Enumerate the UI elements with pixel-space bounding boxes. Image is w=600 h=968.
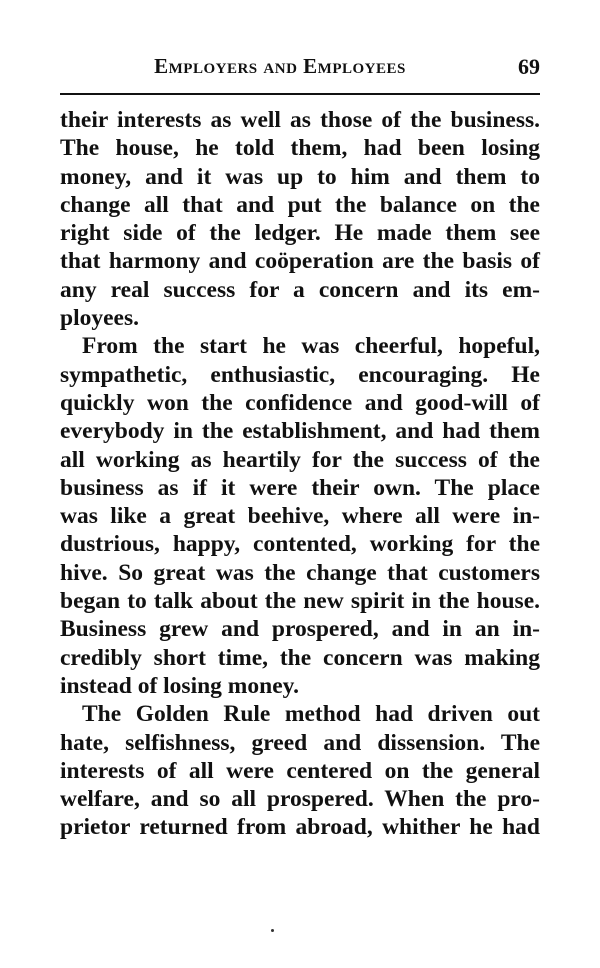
text-line: credibly short time, the concern was making (60, 644, 540, 671)
text-line: The Golden Rule method had driven out (82, 701, 540, 728)
text-line: that harmony and coöperation are the basis of (60, 248, 540, 275)
text-line: all working as heartily for the success of the (60, 446, 540, 473)
text-line: prietor returned from abroad, whither he had (60, 814, 540, 841)
text-line: welfare, and so all prospered. When the pro- (60, 786, 540, 813)
text-line: The house, he told them, had been losing (60, 135, 540, 162)
text-line: interests of all were centered on the general (60, 757, 540, 784)
text-line: instead of losing money. (60, 672, 299, 699)
text-line: hive. So great was the change that customers (60, 559, 540, 586)
scan-speck (271, 929, 274, 932)
page-header (60, 54, 540, 84)
text-line: everybody in the establishment, and had them (60, 418, 540, 445)
text-line: began to talk about the new spirit in the house. (60, 588, 540, 615)
body-text (60, 106, 540, 842)
text-line: From the start he was cheerful, hopeful, (82, 333, 540, 360)
running-title: Employers and Employees (154, 54, 406, 78)
text-line: ployees. (60, 305, 139, 332)
text-line: right side of the ledger. He made them see (60, 220, 540, 247)
text-line: business as if it were their own. The place (60, 474, 540, 501)
header-rule (60, 93, 540, 95)
text-line: change all that and put the balance on the (60, 191, 540, 218)
text-line: sympathetic, enthusiastic, encouraging. He (60, 361, 540, 388)
page-number: 69 (518, 54, 540, 79)
text-line: any real success for a concern and its em- (60, 276, 540, 303)
text-line: quickly won the confidence and good-will of (60, 389, 540, 416)
text-line: was like a great beehive, where all were in- (60, 503, 540, 530)
text-line: money, and it was up to him and them to (60, 163, 540, 190)
text-line: their interests as well as those of the business. (60, 107, 540, 133)
text-line: hate, selfishness, greed and dissension. The (60, 729, 540, 756)
text-line: dustrious, happy, contented, working for the (60, 531, 540, 558)
text-line: Business grew and prospered, and in an in- (60, 616, 540, 643)
